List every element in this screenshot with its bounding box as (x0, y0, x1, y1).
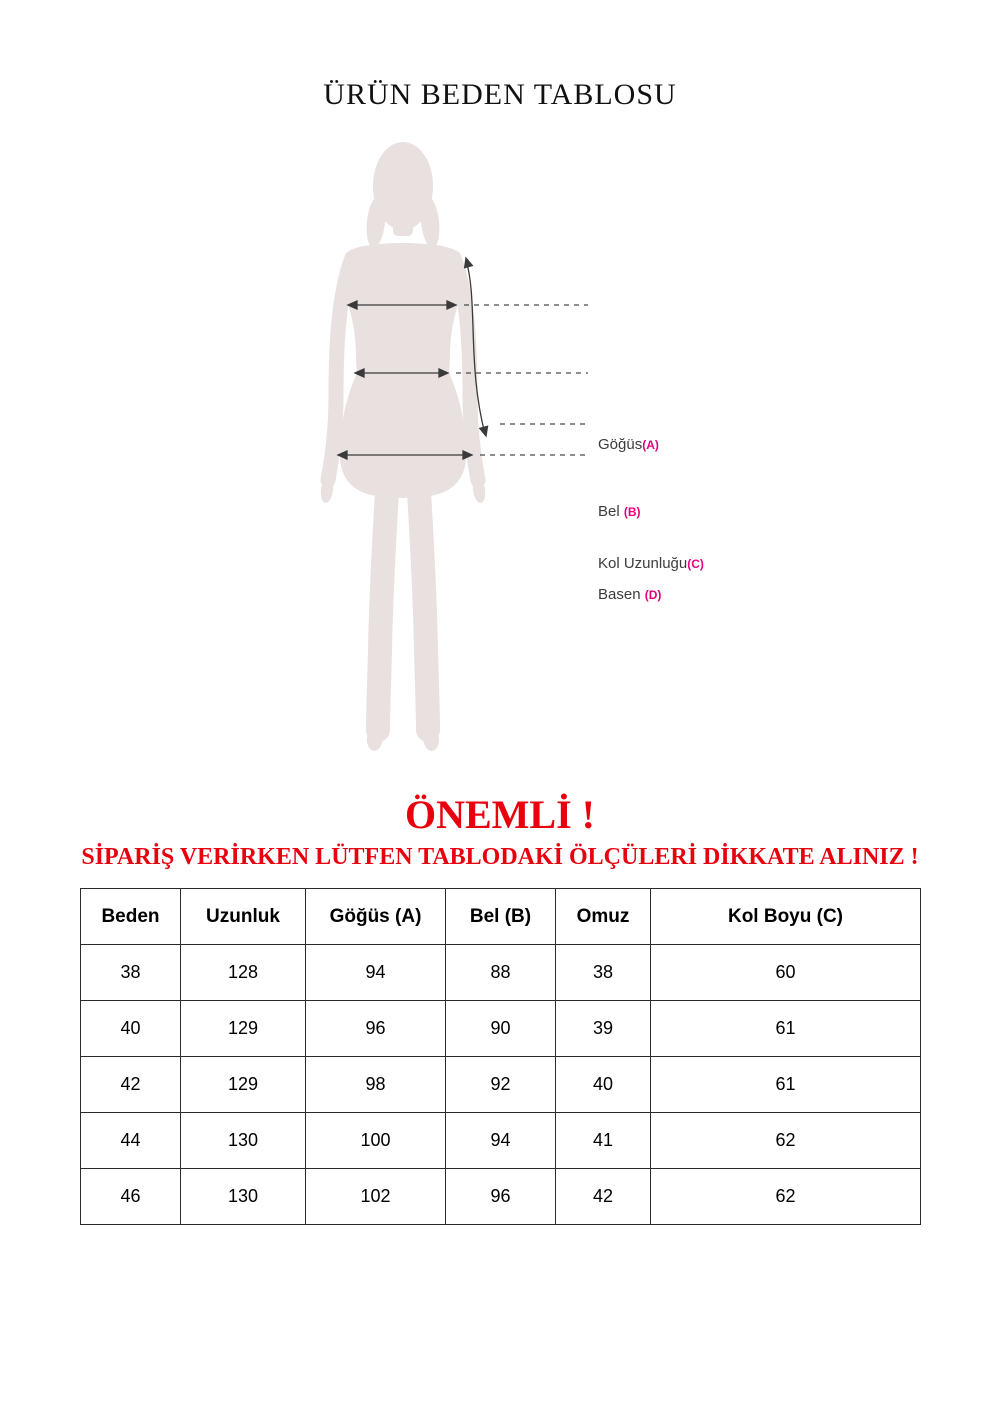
table-cell: 40 (556, 1057, 651, 1113)
table-cell: 44 (81, 1113, 181, 1169)
table-cell: 61 (651, 1001, 921, 1057)
table-header-cell: Beden (81, 889, 181, 945)
table-cell: 60 (651, 945, 921, 1001)
table-row (81, 1057, 921, 1113)
table-cell: 42 (81, 1057, 181, 1113)
table-row (81, 1169, 921, 1225)
label-chest-text: Göğüs (598, 436, 643, 453)
table-cell: 38 (556, 945, 651, 1001)
table-cell: 96 (306, 1001, 446, 1057)
table-cell: 39 (556, 1001, 651, 1057)
label-arm-length (598, 555, 704, 572)
label-arm-length-code: (C) (687, 557, 704, 571)
female-silhouette (319, 142, 487, 752)
label-arm-length-text: Kol Uzunluğu (598, 555, 688, 572)
table-cell: 92 (446, 1057, 556, 1113)
table-cell: 98 (306, 1057, 446, 1113)
label-chest (598, 436, 659, 453)
table-cell: 128 (181, 945, 306, 1001)
table-header-cell: Uzunluk (181, 889, 306, 945)
table-cell: 41 (556, 1113, 651, 1169)
table-cell: 61 (651, 1057, 921, 1113)
label-waist-text: Bel (598, 503, 624, 520)
table-cell: 102 (306, 1169, 446, 1225)
table-cell: 62 (651, 1169, 921, 1225)
page-title: ÜRÜN BEDEN TABLOSU (323, 78, 677, 111)
table-cell: 40 (81, 1001, 181, 1057)
table-cell: 129 (181, 1001, 306, 1057)
table-row (81, 1001, 921, 1057)
table-cell: 62 (651, 1113, 921, 1169)
table-header-cell: Göğüs (A) (306, 889, 446, 945)
table-cell: 130 (181, 1169, 306, 1225)
table-cell: 90 (446, 1001, 556, 1057)
table-cell: 130 (181, 1113, 306, 1169)
label-waist-code: (B) (623, 505, 641, 519)
table-cell: 129 (181, 1057, 306, 1113)
table-cell: 94 (306, 945, 446, 1001)
label-hip-code: (D) (644, 588, 662, 602)
important-heading: ÖNEMLİ ! (405, 792, 595, 837)
label-waist (598, 503, 641, 520)
table-header-cell: Kol Boyu (C) (651, 889, 921, 945)
table-cell: 38 (81, 945, 181, 1001)
label-hip-text: Basen (598, 586, 645, 603)
label-hip (598, 586, 661, 603)
table-cell: 100 (306, 1113, 446, 1169)
table-header-cell: Bel (B) (446, 889, 556, 945)
table-cell: 88 (446, 945, 556, 1001)
table-header-cell: Omuz (556, 889, 651, 945)
size-table-body (81, 945, 921, 1225)
size-table-head-row (81, 889, 921, 945)
body-silhouette-illustration (0, 140, 1000, 760)
label-chest-code: (A) (642, 438, 659, 452)
table-cell: 94 (446, 1113, 556, 1169)
table-cell: 96 (446, 1169, 556, 1225)
size-table (80, 888, 921, 1225)
warning-message: SİPARİŞ VERİRKEN LÜTFEN TABLODAKİ ÖLÇÜLERİ DİKKATE ALINIZ ! (81, 844, 919, 870)
table-cell: 42 (556, 1169, 651, 1225)
table-row (81, 945, 921, 1001)
measurement-diagram (0, 140, 1000, 760)
table-row (81, 1113, 921, 1169)
table-cell: 46 (81, 1169, 181, 1225)
